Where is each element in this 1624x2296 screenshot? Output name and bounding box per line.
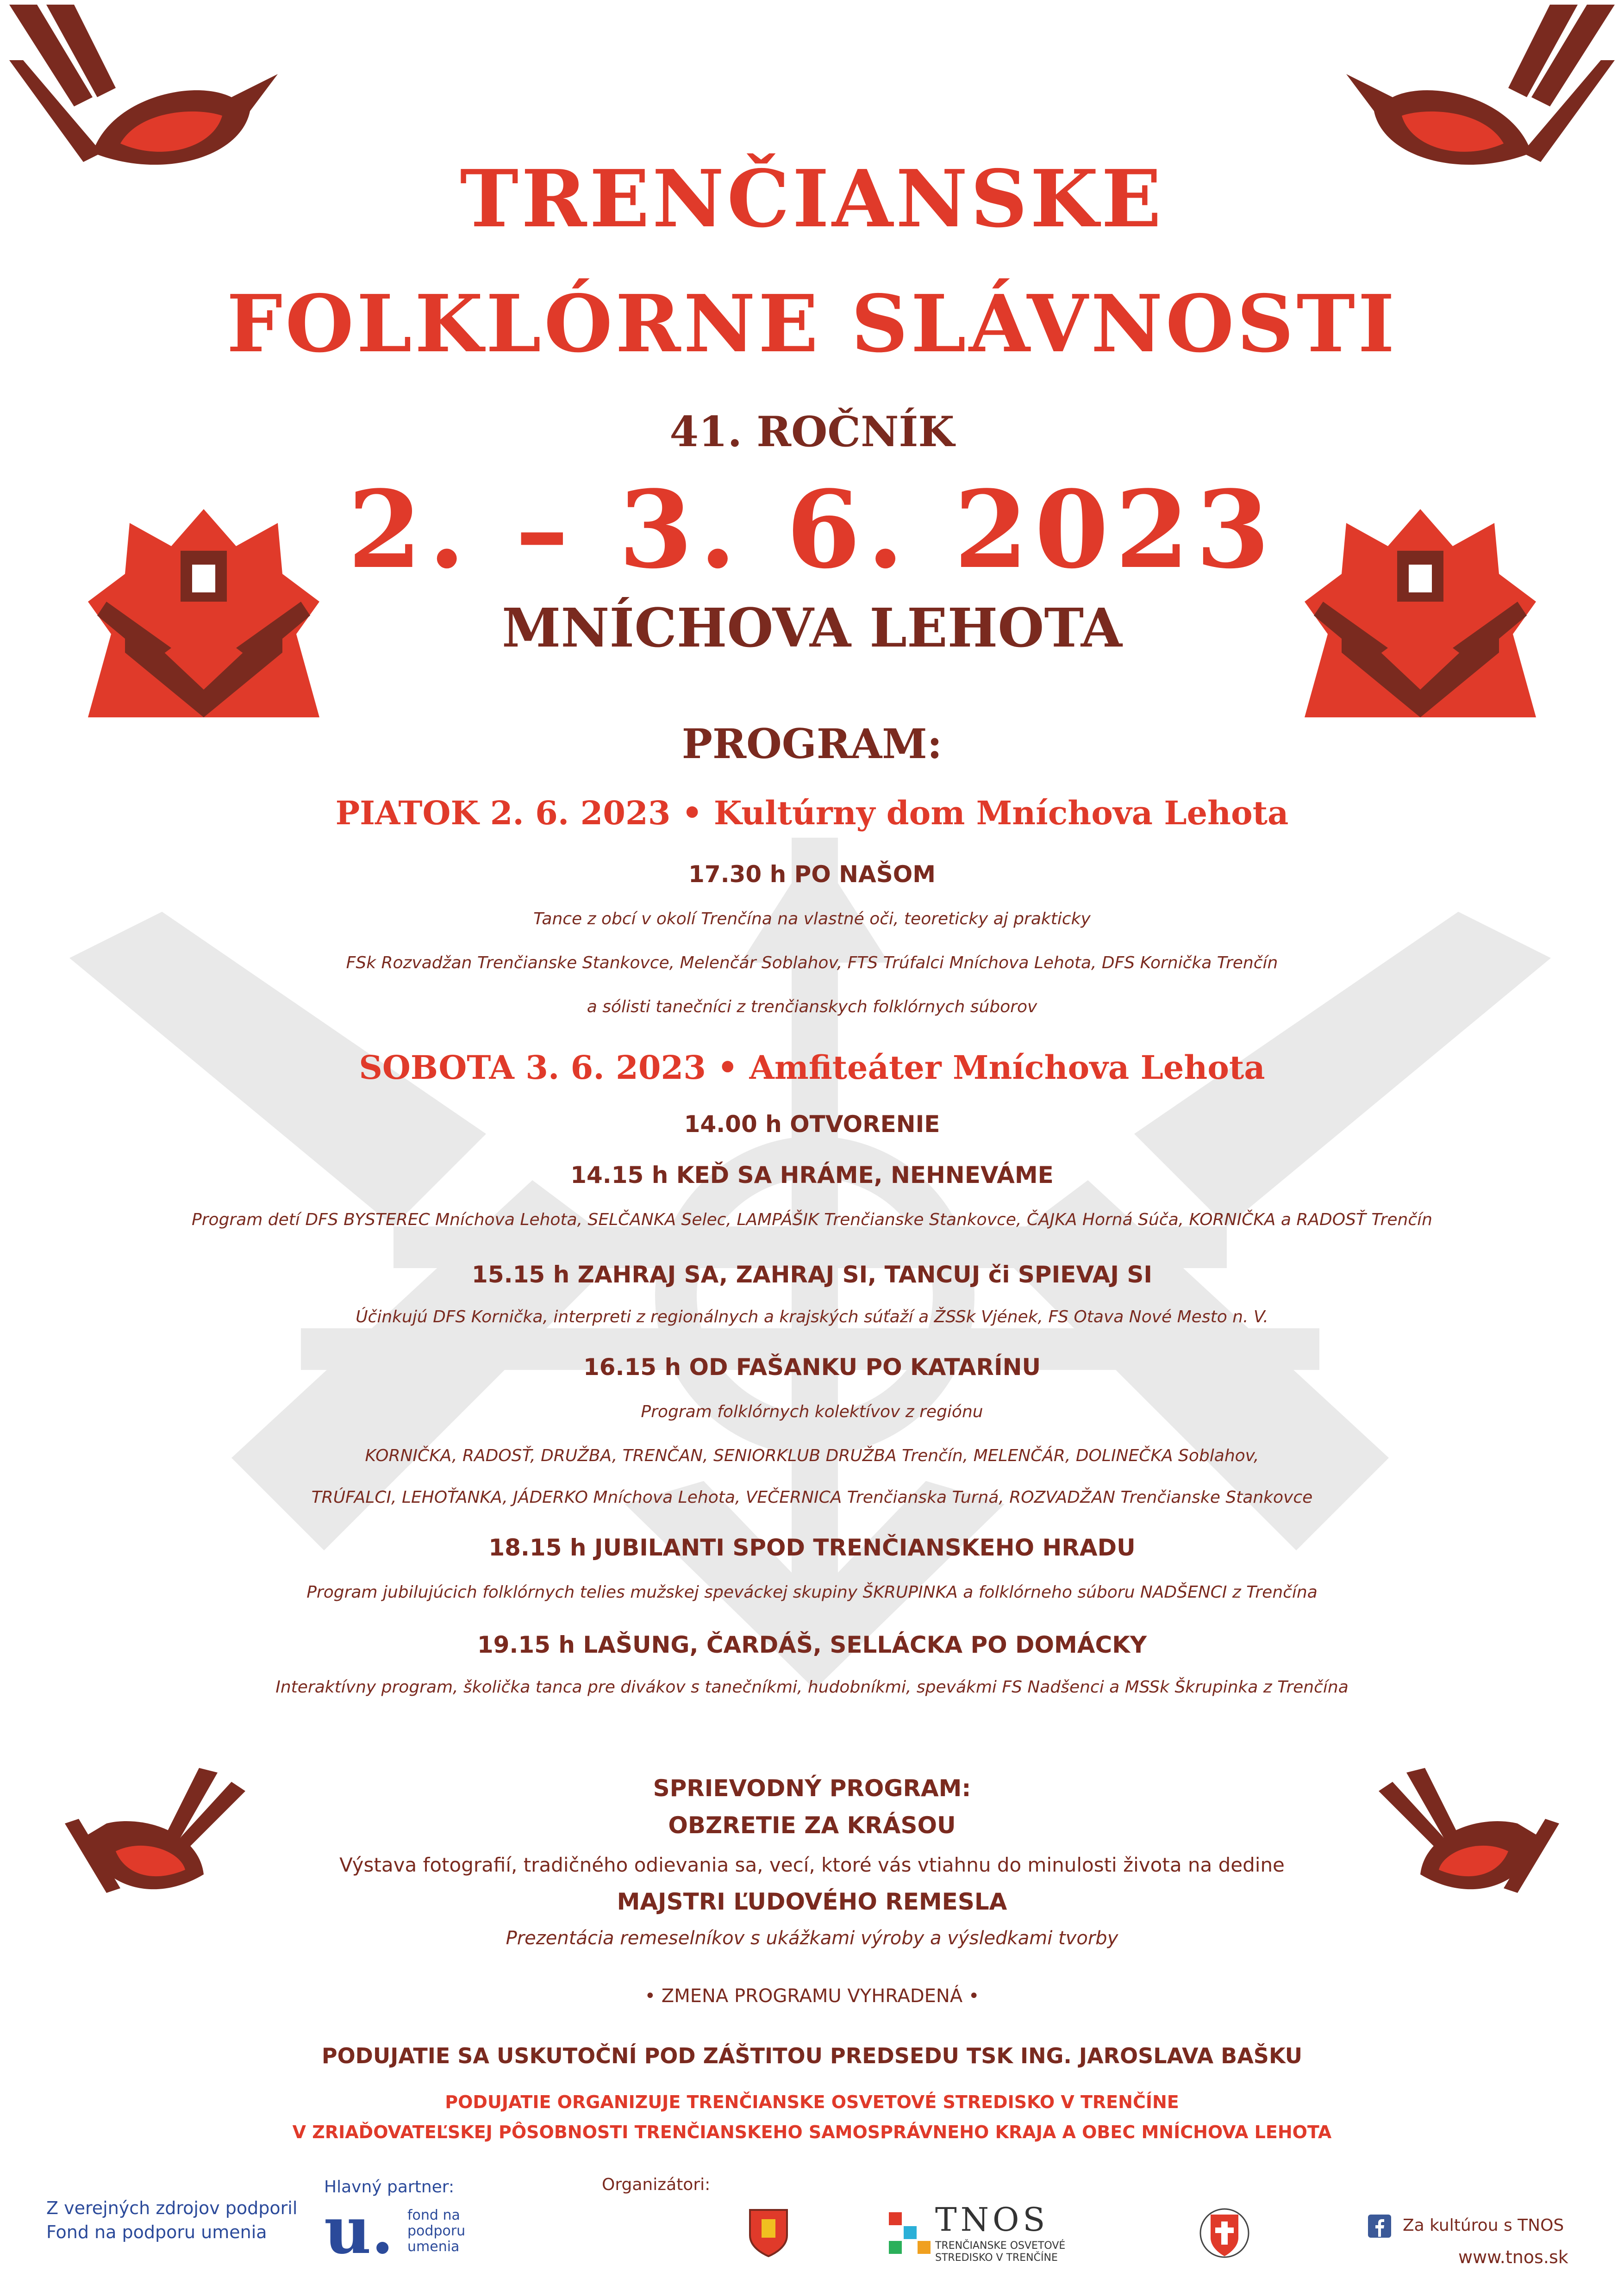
- friday-slot-title: 17.30 h PO NAŠOM: [688, 861, 936, 888]
- friday-desc-1: Tance z obcí v okolí Trenčína na vlastné oči, teoreticky aj prakticky: [533, 909, 1091, 928]
- partner-label: Hlavný partner:: [324, 2178, 455, 2196]
- saturday-heading: SOBOTA 3. 6. 2023 • Amfiteáter Mníchova Lehota: [359, 1048, 1265, 1087]
- saturday-slot-3-title: 15.15 h ZAHRAJ SA, ZAHRAJ SI, TANCUJ či SPIEVAJ SI: [472, 1261, 1152, 1288]
- saturday-slot-4-title: 16.15 h OD FAŠANKU PO KATARÍNU: [583, 1354, 1041, 1381]
- edition: 41. ROČNÍK: [669, 407, 955, 456]
- support-line-1: Z verejných zdrojov podporil: [46, 2198, 298, 2218]
- side-program-item-1-desc: Výstava fotografií, tradičného odievania sa, vecí, ktoré vás vtiahnu do minulosti života na dedine: [339, 1854, 1285, 1876]
- tsk-crest-icon: [748, 2208, 789, 2259]
- facebook-link[interactable]: Za kultúrou s TNOS: [1403, 2216, 1564, 2235]
- saturday-slot-2-title: 14.15 h KEĎ SA HRÁME, NEHNEVÁME: [570, 1162, 1054, 1188]
- side-program-item-1-title: OBZRETIE ZA KRÁSOU: [668, 1812, 956, 1839]
- saturday-slot-3-desc-1: Účinkujú DFS Kornička, interpreti z regionálnych a krajských súťaží a ŽSSk Vjének, FS Otava Nové Mesto n. V.: [356, 1307, 1268, 1326]
- organizers-label: Organizátori:: [602, 2175, 711, 2194]
- website-link[interactable]: www.tnos.sk: [1458, 2247, 1568, 2267]
- support-text: [46, 2196, 297, 2244]
- saturday-slot-4-desc-2: KORNIČKA, RADOSŤ, DRUŽBA, TRENČAN, SENIORKLUB DRUŽBA Trenčín, MELENČÁR, DOLINEČKA Soblahov,: [365, 1446, 1259, 1465]
- side-program-item-2-title: MAJSTRI ĽUDOVÉHO REMESLA: [617, 1888, 1007, 1915]
- title-line-2: FOLKLÓRNE SLÁVNOSTI: [226, 278, 1398, 370]
- saturday-slot-5-desc-1: Program jubilujúcich folklórnych telies mužskej speváckej skupiny ŠKRUPINKA a folklórneho súboru NADŠENCI z Trenčína: [306, 1583, 1318, 1602]
- friday-heading: PIATOK 2. 6. 2023 • Kultúrny dom Mníchova Lehota: [335, 794, 1289, 832]
- facebook-icon[interactable]: [1368, 2215, 1391, 2238]
- friday-desc-3: a sólisti tanečníci z trenčianskych folklórnych súborov: [587, 997, 1037, 1016]
- tnos-logo-name: TNOS: [935, 2201, 1049, 2239]
- saturday-slot-2-desc-1: Program detí DFS BYSTEREC Mníchova Lehota, SELČANKA Selec, LAMPÁŠIK Trenčianske Stankovce, ČAJKA Horná Súča, KORNIČKA a RADOSŤ Trenčín: [192, 1210, 1432, 1229]
- mnichova-lehota-crest-icon: [1199, 2201, 1250, 2265]
- saturday-slot-6-title: 19.15 h LAŠUNG, ČARDÁŠ, SELLÁCKA PO DOMÁCKY: [477, 1631, 1147, 1658]
- venue: MNÍCHOVA LEHOTA: [502, 597, 1122, 660]
- title-line-1: TRENČIANSKE: [460, 153, 1164, 245]
- fpu-logo: [324, 2193, 500, 2269]
- support-line-2: Fond na podporu umenia: [46, 2222, 267, 2242]
- organizer-line-1: PODUJATIE ORGANIZUJE TRENČIANSKE OSVETOVÉ STREDISKO V TRENČÍNE: [445, 2092, 1179, 2112]
- organizer-line-2: V ZRIAĎOVATEĽSKEJ PÔSOBNOSTI TRENČIANSKEHO SAMOSPRÁVNEHO KRAJA A OBEC MNÍCHOVA LEHOTA: [292, 2122, 1332, 2142]
- tnos-logo-subtitle: TRENČIANSKE OSVETOVÉ STREDISKO V TRENČÍNE: [935, 2240, 1066, 2264]
- fpu-logo-text: fond na podporu umenia: [407, 2207, 466, 2255]
- program-heading: PROGRAM:: [681, 720, 943, 768]
- saturday-slot-1-title: 14.00 h OTVORENIE: [684, 1111, 940, 1138]
- saturday-slot-6-desc-1: Interaktívny program, školička tanca pre divákov s tanečníkmi, hudobníkmi, spevákmi FS Nadšenci a MSSk Škrupinka z Trenčína: [275, 1678, 1349, 1697]
- saturday-slot-4-desc-3: TRÚFALCI, LEHOŤANKA, JÁDERKO Mníchova Lehota, VEČERNICA Trenčianska Turná, ROZVADŽAN Trenčianske Stankovce: [311, 1488, 1313, 1507]
- friday-desc-2: FSk Rozvadžan Trenčianske Stankovce, Melenčár Soblahov, FTS Trúfalci Mníchova Lehota, DFS Kornička Trenčín: [346, 953, 1278, 972]
- event-dates: 2. – 3. 6. 2023: [348, 467, 1276, 592]
- saturday-slot-5-title: 18.15 h JUBILANTI SPOD TRENČIANSKEHO HRADU: [488, 1534, 1136, 1561]
- side-program-heading: SPRIEVODNÝ PROGRAM:: [653, 1775, 971, 1802]
- tnos-logo-mark: [889, 2208, 931, 2259]
- side-program-item-2-desc: Prezentácia remeselníkov s ukážkami výroby a výsledkami tvorby: [506, 1928, 1118, 1949]
- fpu-logo-mark: u.: [324, 2193, 394, 2269]
- saturday-slot-4-desc-1: Program folklórnych kolektívov z regiónu: [641, 1402, 983, 1421]
- patronage: PODUJATIE SA USKUTOČNÍ POD ZÁŠTITOU PREDSEDU TSK ING. JAROSLAVA BAŠKU: [321, 2043, 1303, 2068]
- program-change-notice: • ZMENA PROGRAMU VYHRADENÁ •: [644, 1985, 980, 2007]
